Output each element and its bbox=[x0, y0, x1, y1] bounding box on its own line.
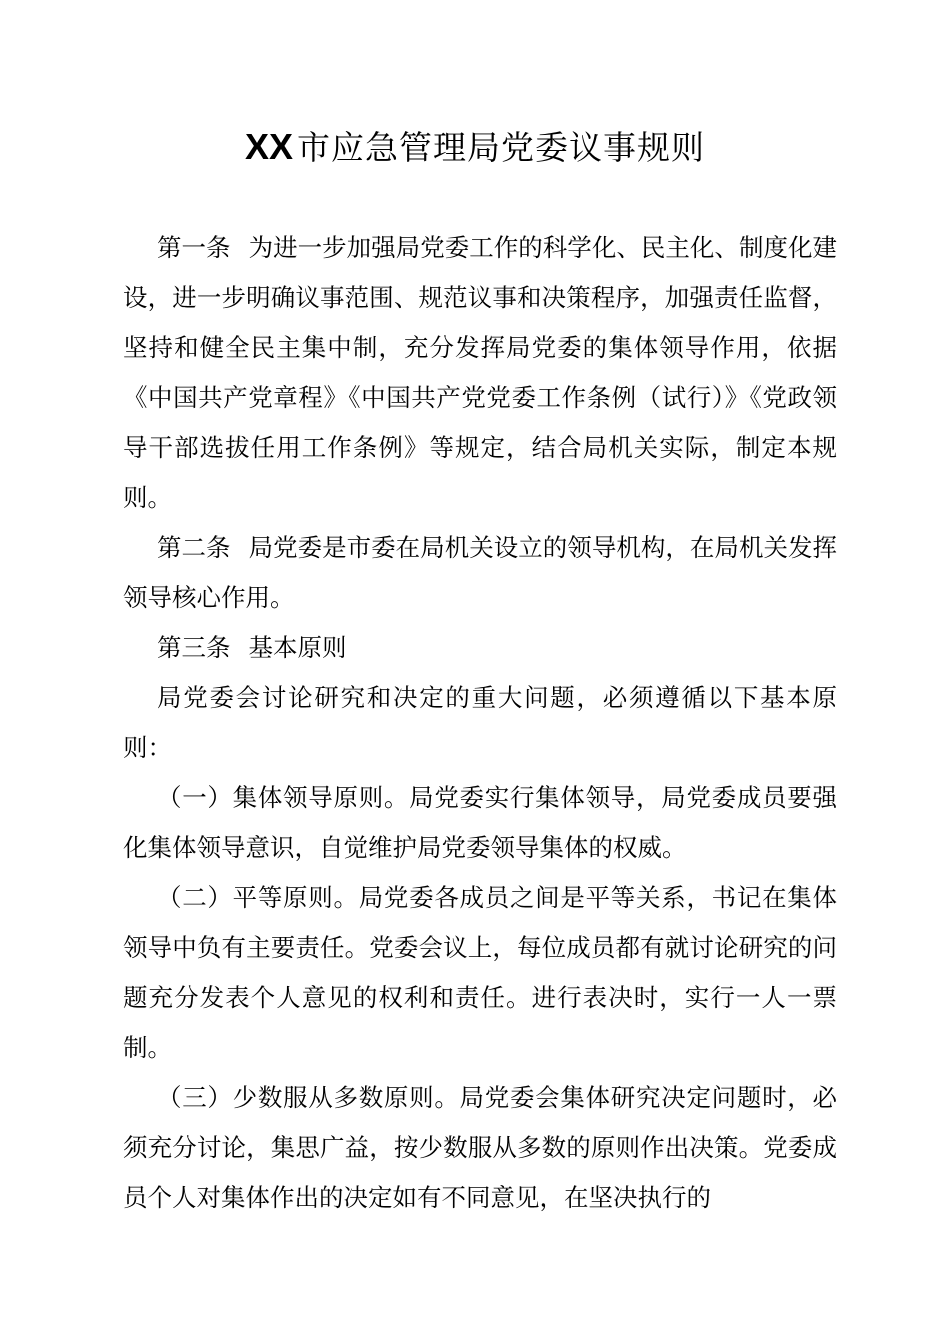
title-main: 市应急管理局党委议事规则 bbox=[297, 128, 706, 167]
article-3 bbox=[123, 623, 837, 673]
article-text: 局党委是市委在局机关设立的领导机构，在局机关发挥领导核心作用。 bbox=[123, 533, 838, 612]
principle-item: （一）集体领导原则。局党委实行集体领导，局党委成员要强化集体领导意识，自觉维护局党委领导集体的权威。 bbox=[123, 783, 837, 862]
article-label: 第一条 bbox=[157, 233, 231, 262]
title-prefix: XX bbox=[244, 126, 294, 167]
document-body bbox=[123, 223, 837, 1223]
article-text: 基本原则 bbox=[248, 633, 347, 662]
article-label: 第三条 bbox=[157, 633, 231, 662]
article-label: 第二条 bbox=[157, 533, 231, 562]
document-title bbox=[0, 122, 950, 173]
article-1 bbox=[123, 223, 837, 523]
article-text: 为进一步加强局党委工作的科学化、民主化、制度化建设，进一步明确议事范围、规范议事和决策程序，加强责任监督，坚持和健全民主集中制，充分发挥局党委的集体领导作用，依据《中国共产党章程》《中国共产党党委工作条例（试行）》《党政领导干部选拔任用工作条例》等规定，结合局机关实际，制定本规则。 bbox=[123, 233, 838, 512]
principle-item: （二）平等原则。局党委各成员之间是平等关系，书记在集体领导中负有主要责任。党委会议上，每位成员都有就讨论研究的问题充分发表个人意见的权利和责任。进行表决时，实行一人一票制。 bbox=[123, 883, 837, 1062]
principles-intro: 局党委会讨论研究和决定的重大问题，必须遵循以下基本原则： bbox=[123, 683, 837, 762]
principle-item: （三）少数服从多数原则。局党委会集体研究决定问题时，必须充分讨论，集思广益，按少数服从多数的原则作出决策。党委成员个人对集体作出的决定如有不同意见，在坚决执行的 bbox=[123, 1083, 837, 1212]
article-2 bbox=[123, 523, 837, 623]
